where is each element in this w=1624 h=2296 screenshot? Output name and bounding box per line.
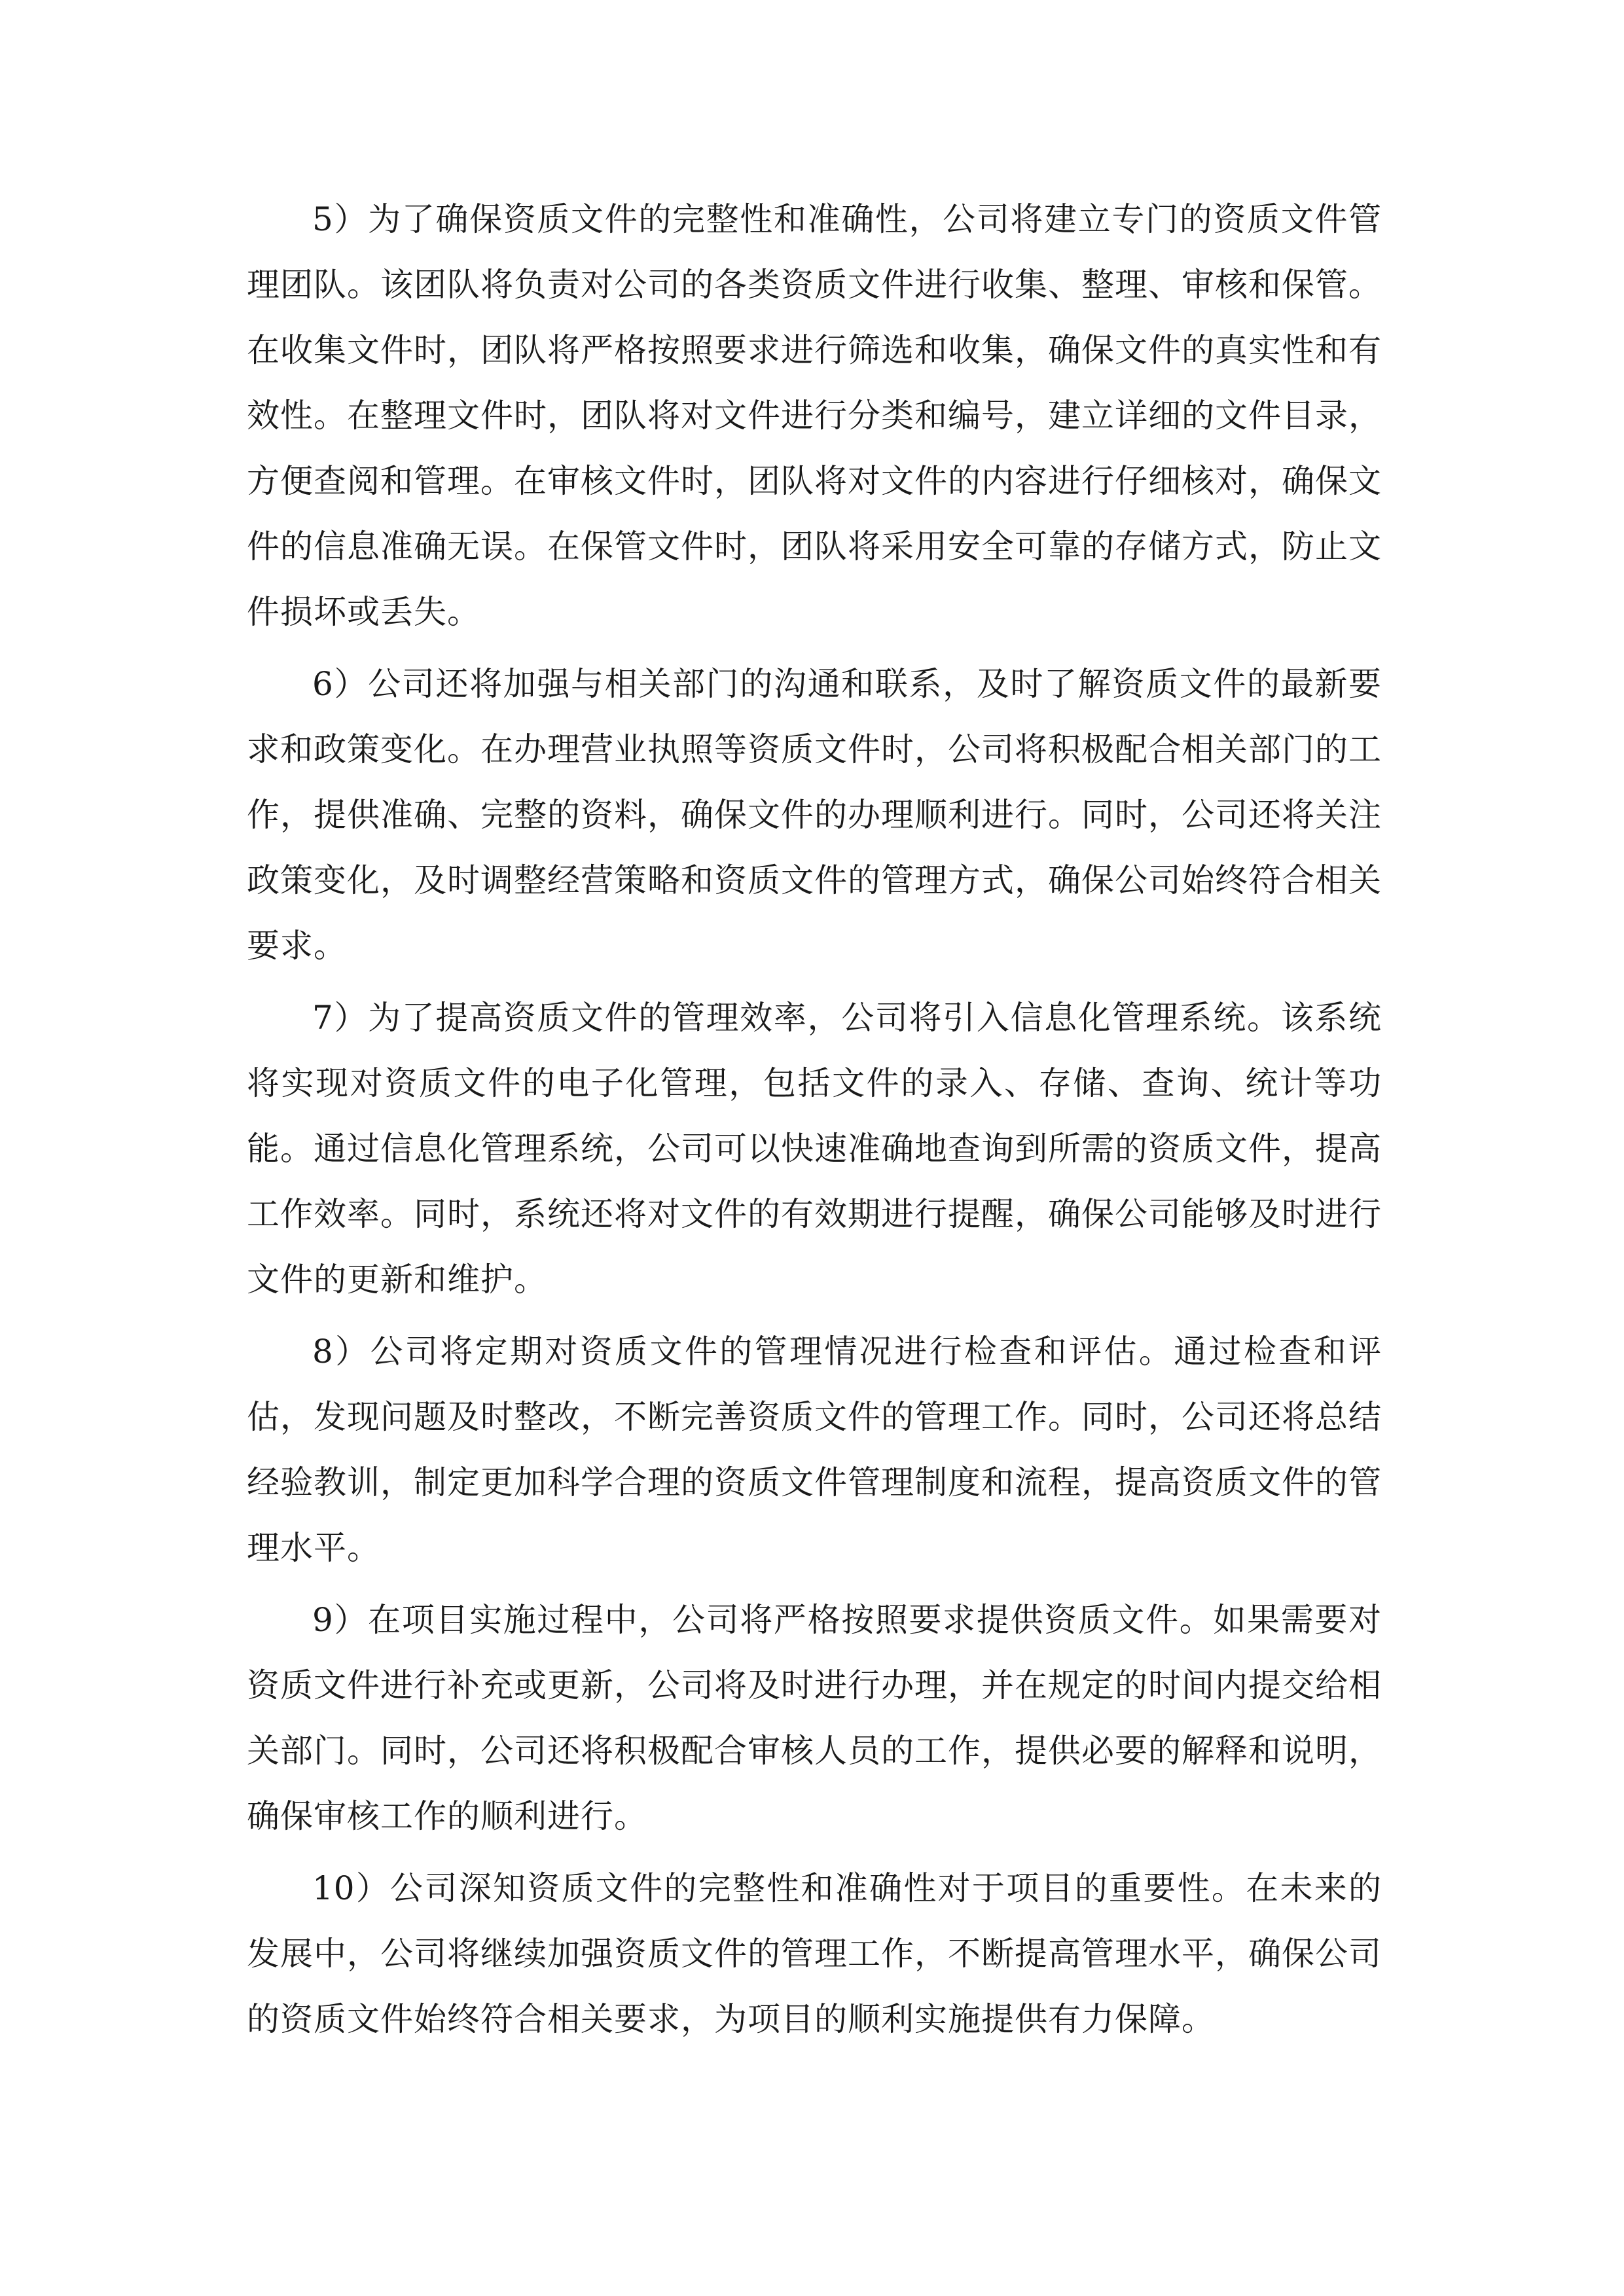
paragraph-7: 7）为了提高资质文件的管理效率，公司将引入信息化管理系统。该系统将实现对资质文件的电子化管理，包括文件的录入、存储、查询、统计等功能。通过信息化管理系统，公司可以快速准确地查询到所需的资质文件，提高工作效率。同时，系统还将对文件的有效期进行提醒，确保公司能够及时进行文件的更新和维护。 bbox=[247, 999, 1382, 1299]
body-text bbox=[247, 187, 1382, 2052]
paragraph-10: 10）公司深知资质文件的完整性和准确性对于项目的重要性。在未来的发展中，公司将继续加强资质文件的管理工作，不断提高管理水平，确保公司的资质文件始终符合相关要求，为项目的顺利实施提供有力保障。 bbox=[247, 1869, 1382, 2038]
paragraph-9: 9）在项目实施过程中，公司将严格按照要求提供资质文件。如果需要对资质文件进行补充或更新，公司将及时进行办理，并在规定的时间内提交给相关部门。同时，公司还将积极配合审核人员的工作，提供必要的解释和说明，确保审核工作的顺利进行。 bbox=[247, 1601, 1382, 1835]
paragraph-6: 6）公司还将加强与相关部门的沟通和联系，及时了解资质文件的最新要求和政策变化。在办理营业执照等资质文件时，公司将积极配合相关部门的工作，提供准确、完整的资料，确保文件的办理顺利进行。同时，公司还将关注政策变化，及时调整经营策略和资质文件的管理方式，确保公司始终符合相关要求。 bbox=[247, 665, 1382, 965]
paragraph-5: 5）为了确保资质文件的完整性和准确性，公司将建立专门的资质文件管理团队。该团队将负责对公司的各类资质文件进行收集、整理、审核和保管。在收集文件时，团队将严格按照要求进行筛选和收集，确保文件的真实性和有效性。在整理文件时，团队将对文件进行分类和编号，建立详细的文件目录，方便查阅和管理。在审核文件时，团队将对文件的内容进行仔细核对，确保文件的信息准确无误。在保管文件时，团队将采用安全可靠的存储方式，防止文件损坏或丢失。 bbox=[247, 200, 1382, 631]
paragraph-8: 8）公司将定期对资质文件的管理情况进行检查和评估。通过检查和评估，发现问题及时整改，不断完善资质文件的管理工作。同时，公司还将总结经验教训，制定更加科学合理的资质文件管理制度和流程，提高资质文件的管理水平。 bbox=[247, 1333, 1382, 1567]
